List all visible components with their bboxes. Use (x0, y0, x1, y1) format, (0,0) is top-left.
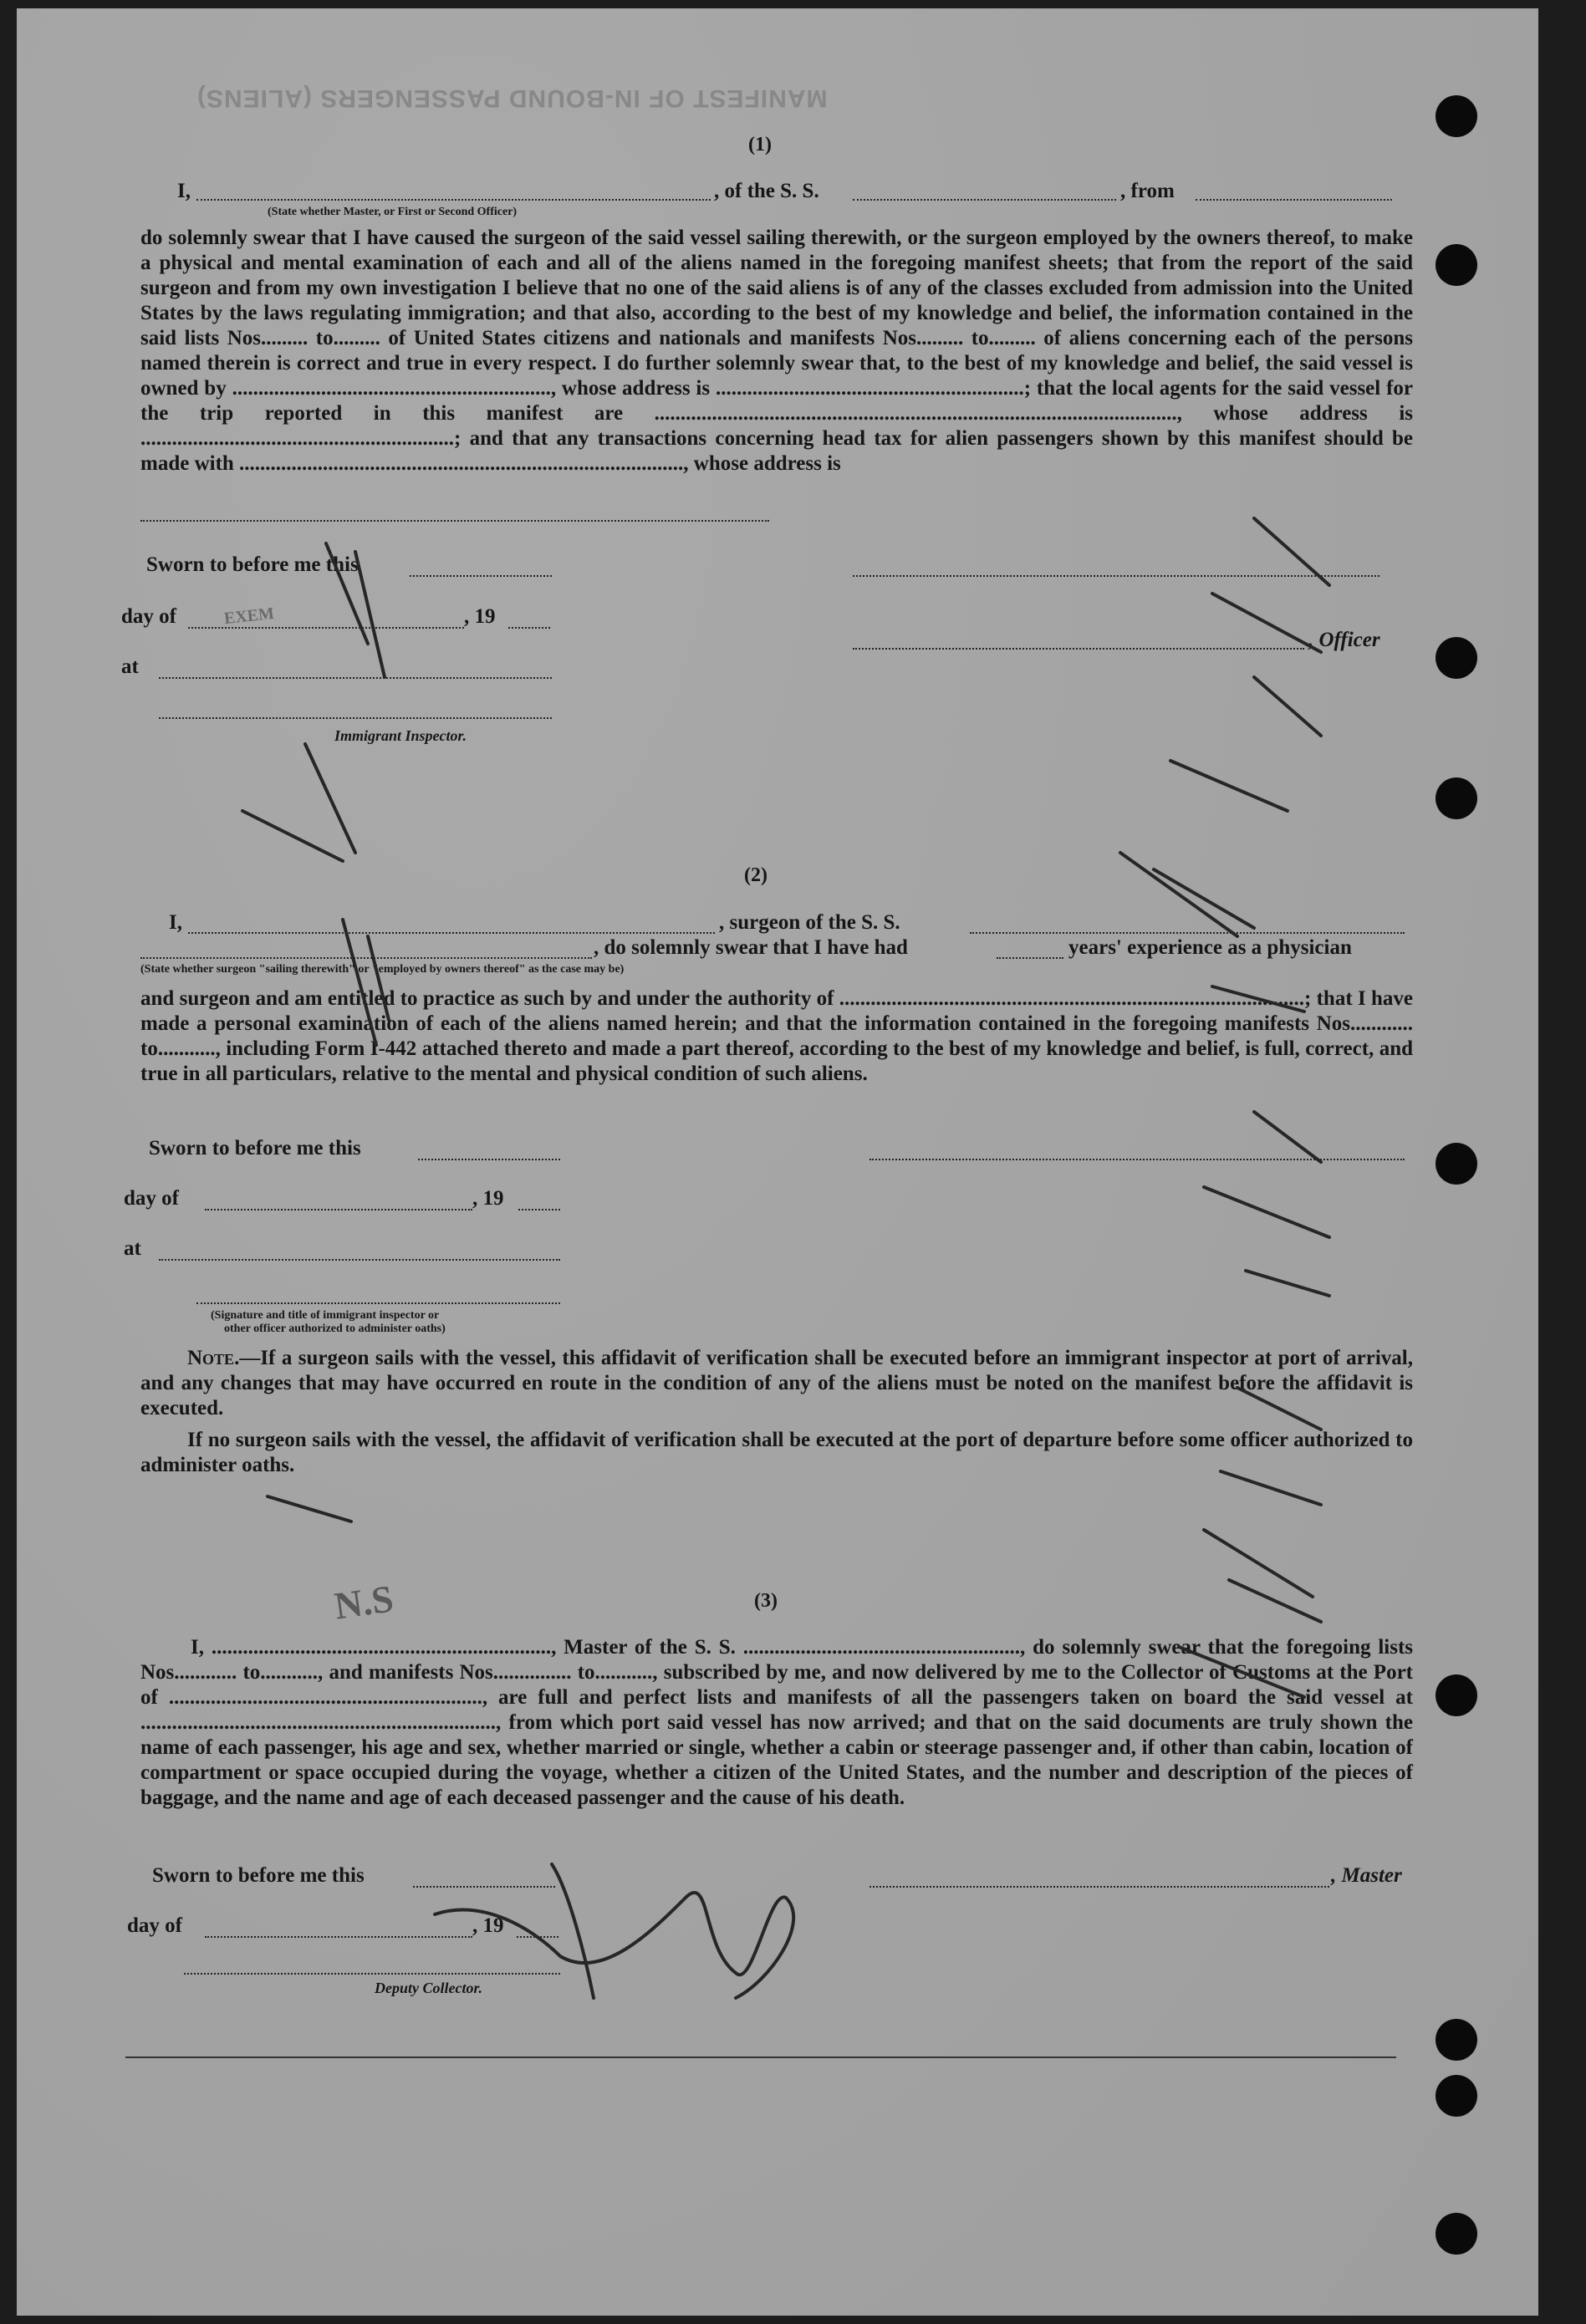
s2-swear-text: , do solemnly swear that I have had (594, 936, 908, 959)
s1-of-ss: , of the S. S. (714, 180, 819, 202)
pen-stroke (1254, 677, 1321, 736)
pen-stroke (1154, 869, 1254, 928)
section-1-number: (1) (748, 134, 772, 155)
s3-year-label: , 19 (472, 1914, 504, 1937)
pen-stroke (1120, 853, 1237, 936)
pen-stroke (1212, 594, 1321, 652)
pen-stroke (1212, 986, 1304, 1012)
s3-oath-body: I, ................................................................., Master of the S. S. ....................................................., do solemnly swear that the foregoing lists Nos............ to..........., and manifests Nos............... to..........., subscribed by me, and now delivered by me to the Collector of Customs at the Port of ............................................................, are full and perfect lists and manifests of all the passengers taken on board the said vessel at ...................................................................., from which port said vessel has now arrived; and that on the said documents are truly shown the name of each passenger, his age and sex, whether married or single, whether a cabin or steerage passenger and, if other than cabin, location of compartment or space occupied during the voyage, whether a citizen of the United States, and the number and description of the pieces of baggage, and the name and age of each deceased passenger and the cause of his death. (140, 1636, 1413, 1809)
s3-sworn-label: Sworn to before me this (152, 1864, 365, 1887)
s2-handwriting: N.S (331, 1577, 396, 1628)
s2-day-label: day of (124, 1187, 179, 1210)
s1-from: , from (1120, 180, 1175, 202)
s2-i-prefix: I, (169, 911, 182, 934)
pen-stroke (1179, 1647, 1304, 1697)
s2-surgeon-of: , surgeon of the S. S. (719, 911, 900, 934)
section-2-number: (2) (744, 864, 768, 886)
pen-stroke (1204, 1187, 1329, 1237)
s2-note-2: If no surgeon sails with the vessel, the affidavit of verification shall be executed at the port of departure before some officer authorized to administer oaths. (140, 1429, 1413, 1476)
s1-i-prefix: I, (177, 180, 191, 202)
s1-sworn-label: Sworn to before me this (146, 553, 359, 576)
s1-at-label: at (121, 655, 139, 678)
s2-at-label: at (124, 1237, 141, 1260)
s1-day-label: day of (121, 605, 176, 628)
s1-officer-caption: (State whether Master, or First or Second Officer) (268, 206, 518, 218)
s1-officer-label: , Officer (1308, 629, 1380, 651)
s1-year-label: , 19 (464, 605, 496, 628)
pen-stroke (1254, 518, 1329, 585)
s3-master-label: , Master (1331, 1864, 1402, 1887)
pen-stroke (1170, 761, 1288, 811)
section-3-number: (3) (754, 1590, 778, 1612)
pen-stroke (435, 1893, 793, 1998)
s2-status-caption: (State whether surgeon "sailing therewith" or "employed by owners thereof" as the case may be) (140, 963, 625, 976)
s1-inspector-label: Immigrant Inspector. (334, 727, 467, 744)
pen-stroke (1246, 1271, 1329, 1296)
pen-stroke (1254, 1112, 1321, 1162)
handwritten-marks (17, 8, 1538, 2316)
s2-signature-caption-1: (Signature and title of immigrant inspector or (211, 1309, 440, 1322)
pen-stroke (242, 811, 343, 861)
s2-signature-caption-2: other officer authorized to administer oaths) (224, 1323, 446, 1335)
s3-collector-label: Deputy Collector. (375, 1980, 482, 1996)
pen-stroke (552, 1864, 594, 1998)
s2-note-text: —If a surgeon sails with the vessel, this affidavit of verification shall be executed before an immigrant inspector at port of arrival, and any changes that may have occurred en route in the condition of any of the aliens must be noted on the manifest before the affidavit is executed. (140, 1347, 1413, 1419)
pen-stroke (368, 936, 389, 1020)
s3-day-label: day of (127, 1914, 182, 1937)
pen-stroke (343, 920, 376, 1045)
pen-stroke (1204, 1530, 1313, 1597)
s2-year-label: , 19 (472, 1187, 504, 1210)
s2-oath-body: and surgeon and am entitled to practice as such by and under the authority of .........................................................................................; that I have made a personal examination of each of the aliens named herein; and that the information contained in the foregoing manifests Nos............ to..........., including Form I-442 attached thereto and made a part thereof, according to the best of my knowledge and belief, is full, correct, and true in all particulars, relative to the mental and physical condition of such aliens. (140, 987, 1413, 1085)
s2-years-text: years' experience as a physician (1068, 936, 1352, 959)
pen-stroke (1237, 1388, 1321, 1430)
pen-stroke (326, 543, 368, 644)
document-page (17, 8, 1538, 2316)
s2-sworn-label: Sworn to before me this (149, 1137, 361, 1159)
pen-stroke (1229, 1580, 1321, 1622)
s1-oath-body: do solemnly swear that I have caused the surgeon of the said vessel sailing therewith, or the surgeon employed by the owners thereof, to make a physical and mental examination of each and all of the aliens named in the foregoing manifest sheets; that from the report of the said surgeon and from my own investigation I believe that no one of the said aliens is of any of the classes excluded from admission into the United States by the laws regulating immigration; and that also, according to the best of my knowledge and belief, the information contained in the said lists Nos......... to......... of United States citizens and nationals and manifests Nos......... to......... of aliens concerning each of the persons named therein is correct and true in every respect. I do further solemnly swear that, to the best of my knowledge and belief, the said vessel is owned by ............................................................., whose address is ...........................................................; that the local agents for the said vessel for the trip reported in this manifest are ...................................................................................................., whose address is ............................................................; and that any transactions concerning head tax for alien passengers shown by this manifest should be made with ....................................................................................., whose address is (140, 227, 1413, 475)
pen-stroke (305, 744, 355, 853)
pen-stroke (355, 552, 385, 677)
bleed-through-heading: MANIFEST OF IN-BOUND PASSENGERS (ALIENS) (196, 84, 828, 112)
pen-stroke (1221, 1471, 1321, 1505)
pen-stroke (268, 1496, 351, 1521)
s2-note-label: Note. (187, 1347, 240, 1369)
s1-handwriting: EXEM (222, 604, 275, 629)
